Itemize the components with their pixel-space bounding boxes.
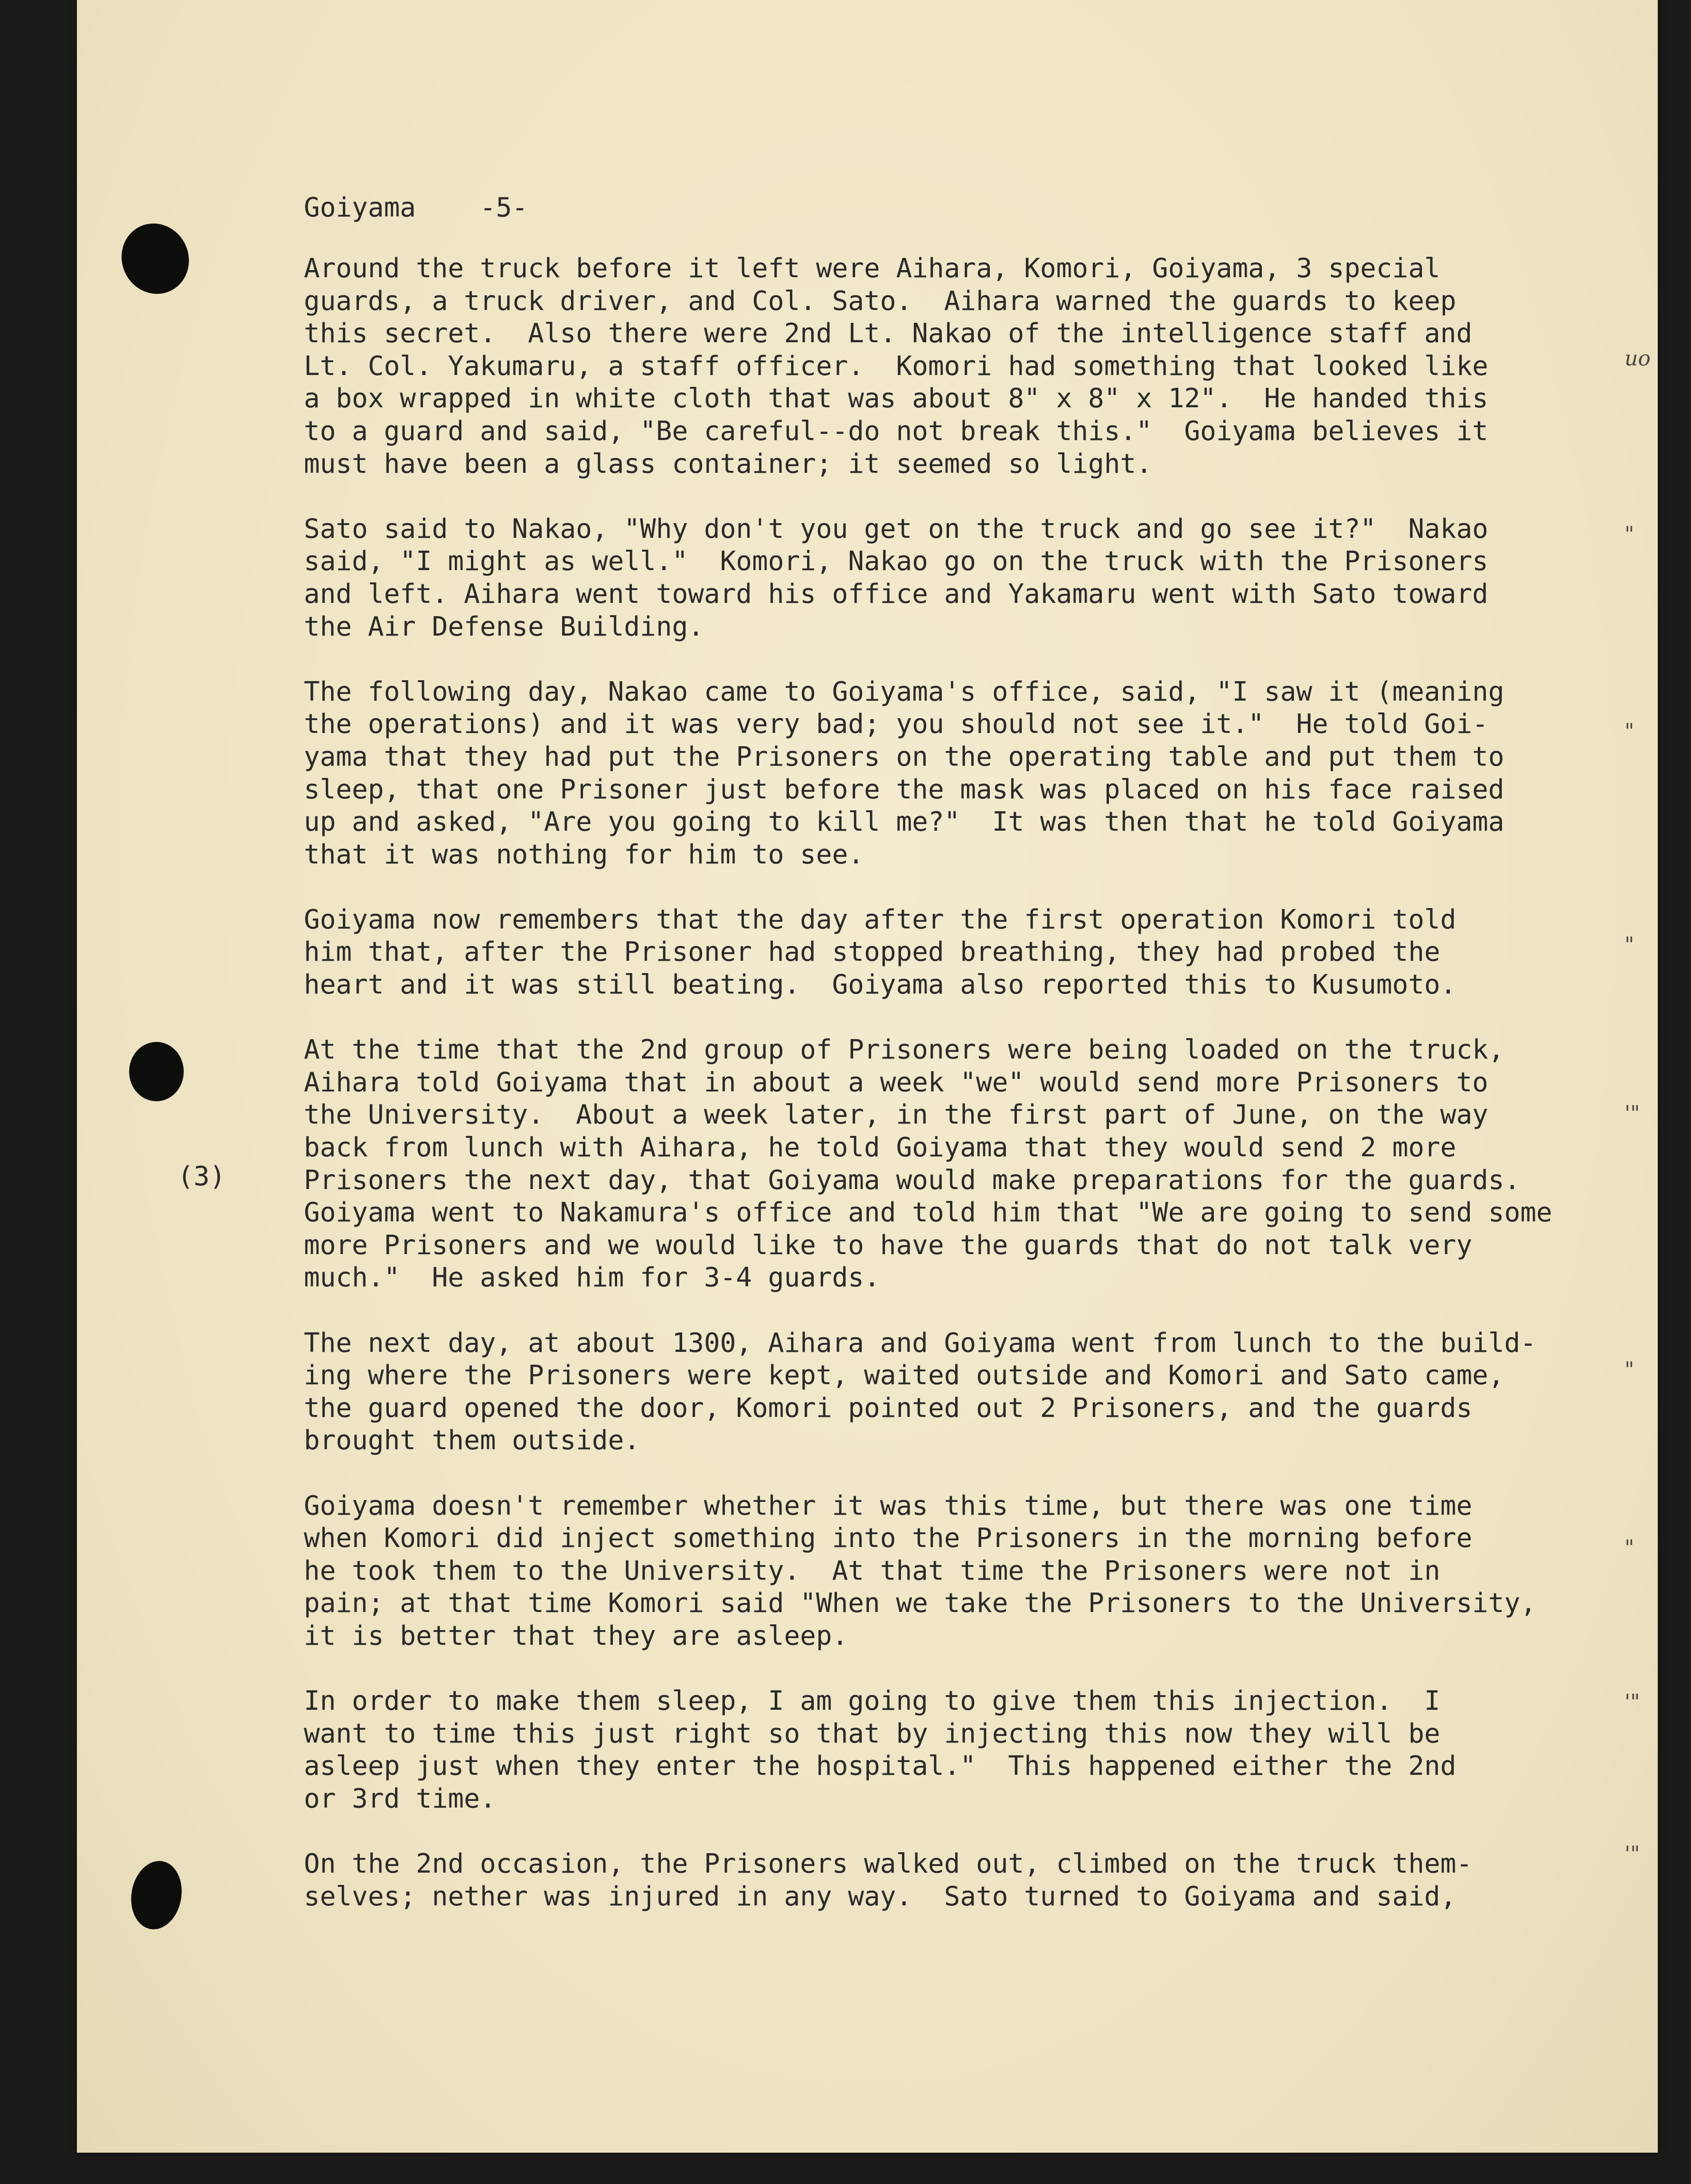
punch-hole-bottom	[126, 1857, 187, 1933]
paragraph	[304, 904, 1552, 1002]
ditto-mark: "	[1625, 1358, 1635, 1382]
header-name: Goiyama	[304, 192, 416, 223]
text-line: sleep, that one Prisoner just before the mask was placed on his face raised	[304, 774, 1504, 805]
text-line: Around the truck before it left were Aihara, Komori, Goiyama, 3 special	[304, 253, 1440, 284]
text-line: must have been a glass container; it seemed so light.	[304, 448, 1152, 479]
text-line: guards, a truck driver, and Col. Sato. Aihara warned the guards to keep	[304, 285, 1456, 317]
paragraph	[304, 1685, 1552, 1815]
text-line: Goiyama went to Nakamura's office and told him that "We are going to send some	[304, 1197, 1552, 1228]
text-line: ing where the Prisoners were kept, waited outside and Komori and Sato came,	[304, 1360, 1504, 1391]
text-line: and left. Aihara went toward his office and Yakamaru went with Sato toward	[304, 578, 1488, 609]
ditto-mark: "	[1625, 719, 1635, 743]
text-line: the guard opened the door, Komori pointed out 2 Prisoners, and the guards	[304, 1392, 1473, 1424]
text-line: more Prisoners and we would like to have the guards that do not talk very	[304, 1229, 1473, 1261]
paragraph	[304, 513, 1552, 643]
text-line: much." He asked him for 3-4 guards.	[304, 1262, 880, 1294]
text-line: selves; nether was injured in any way. Sato turned to Goiyama and said,	[304, 1881, 1456, 1912]
text-line: back from lunch with Aihara, he told Goiyama that they would send 2 more	[304, 1132, 1456, 1163]
text-line: yama that they had put the Prisoners on the operating table and put them to	[304, 741, 1504, 772]
text-line: this secret. Also there were 2nd Lt. Nakao of the intelligence staff and	[304, 318, 1473, 349]
paragraph	[304, 1327, 1552, 1457]
margin-ditto-marks	[1625, 0, 1682, 2153]
text-line: asleep just when they enter the hospital." This happened either the 2nd	[304, 1751, 1456, 1782]
ditto-mark: "	[1625, 933, 1635, 957]
document-body	[304, 253, 1552, 1946]
text-line: At the time that the 2nd group of Prisoners were being loaded on the truck,	[304, 1034, 1504, 1066]
text-line: want to time this just right so that by injecting this now they will be	[304, 1718, 1440, 1749]
text-line: Aihara told Goiyama that in about a week "we" would send more Prisoners to	[304, 1067, 1488, 1098]
text-line: the operations) and it was very bad; you should not see it." He told Goi-	[304, 709, 1488, 740]
text-line: brought them outside.	[304, 1425, 640, 1456]
text-line: the Air Defense Building.	[304, 611, 704, 642]
ditto-mark: "	[1625, 522, 1635, 546]
text-line: that it was nothing for him to see.	[304, 839, 864, 870]
text-line: pain; at that time Komori said "When we take the Prisoners to the University,	[304, 1588, 1537, 1619]
page-number: -5-	[479, 192, 528, 223]
paragraph	[304, 1848, 1552, 1913]
text-line: In order to make them sleep, I am going to give them this injection. I	[304, 1686, 1440, 1717]
text-line: Goiyama now remembers that the day after the first operation Komori told	[304, 904, 1456, 935]
ditto-mark: "	[1625, 1536, 1635, 1560]
text-line: him that, after the Prisoner had stopped breathing, they had probed the	[304, 937, 1440, 968]
text-line: On the 2nd occasion, the Prisoners walked out, climbed on the truck them-	[304, 1848, 1473, 1880]
ditto-mark: '"	[1625, 1101, 1640, 1125]
typewritten-page	[77, 0, 1658, 2153]
ditto-mark: '"	[1625, 1842, 1640, 1866]
text-line: or 3rd time.	[304, 1783, 496, 1814]
text-line: Goiyama doesn't remember whether it was this time, but there was one time	[304, 1490, 1473, 1521]
text-line: The next day, at about 1300, Aihara and Goiyama went from lunch to the build-	[304, 1327, 1537, 1359]
ditto-mark: '"	[1625, 1690, 1640, 1714]
margin-note: (3)	[178, 1161, 226, 1192]
text-line: The following day, Nakao came to Goiyama's office, said, "I saw it (meaning	[304, 676, 1504, 707]
text-line: a box wrapped in white cloth that was about 8" x 8" x 12". He handed this	[304, 383, 1488, 414]
page-header	[304, 192, 528, 225]
text-line: the University. About a week later, in the first part of June, on the way	[304, 1099, 1488, 1131]
text-line: Prisoners the next day, that Goiyama would make preparations for the guards.	[304, 1164, 1521, 1196]
text-line: he took them to the University. At that time the Prisoners were not in	[304, 1555, 1440, 1586]
text-line: Lt. Col. Yakumaru, a staff officer. Komori had something that looked like	[304, 350, 1488, 382]
text-line: up and asked, "Are you going to kill me?" It was then that he told Goiyama	[304, 806, 1504, 838]
text-line: said, "I might as well." Komori, Nakao go on the truck with the Prisoners	[304, 546, 1488, 577]
text-line: Sato said to Nakao, "Why don't you get on the truck and go see it?" Nakao	[304, 513, 1488, 544]
text-line: heart and it was still beating. Goiyama also reported this to Kusumoto.	[304, 969, 1456, 1001]
punch-hole-middle	[129, 1042, 184, 1101]
paragraph	[304, 676, 1552, 872]
paragraph	[304, 253, 1552, 480]
text-line: it is better that they are asleep.	[304, 1620, 848, 1651]
paragraph	[304, 1490, 1552, 1653]
ditto-mark: uo	[1625, 347, 1651, 371]
text-line: when Komori did inject something into the Prisoners in the morning before	[304, 1523, 1473, 1554]
paragraph	[304, 1034, 1552, 1294]
punch-hole-top	[110, 212, 200, 305]
text-line: to a guard and said, "Be careful--do not break this." Goiyama believes it	[304, 415, 1488, 447]
